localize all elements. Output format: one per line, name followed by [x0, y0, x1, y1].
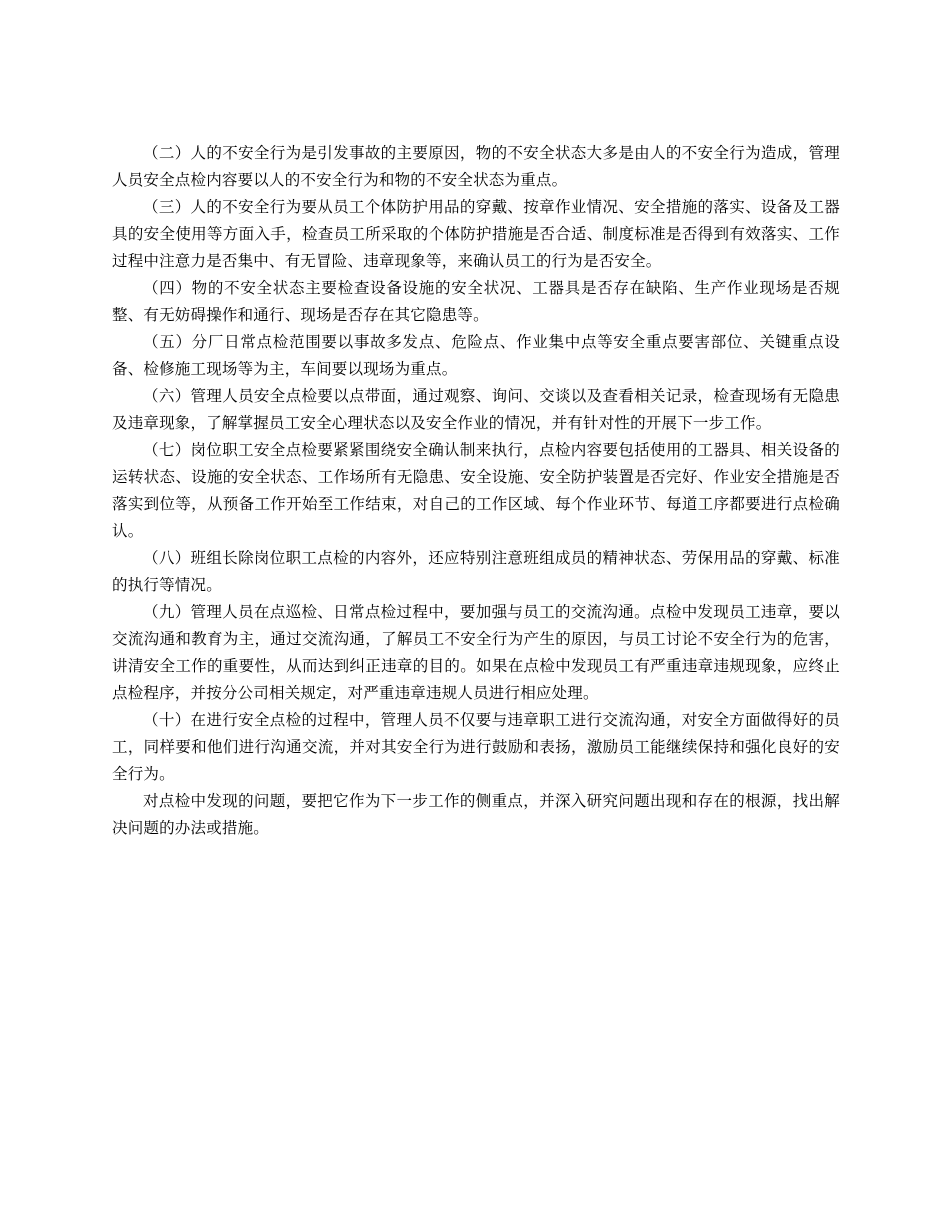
document-page: [112, 140, 840, 842]
paragraph-3: （三）人的不安全行为要从员工个体防护用品的穿戴、按章作业情况、安全措施的落实、设备及工器具的安全使用等方面入手，检查员工所采取的个体防护措施是否合适、制度标准是否得到有效落实、工作过程中注意力是否集中、有无冒险、违章现象等，来确认员工的行为是否安全。: [112, 198, 840, 270]
paragraph-2: （二）人的不安全行为是引发事故的主要原因，物的不安全状态大多是由人的不安全行为造成，管理人员安全点检内容要以人的不安全行为和物的不安全状态为重点。: [112, 144, 840, 189]
paragraph-conclusion: 对点检中发现的问题，要把它作为下一步工作的侧重点，并深入研究问题出现和存在的根源，找出解决问题的办法或措施。: [112, 792, 840, 837]
paragraph-7: （七）岗位职工安全点检要紧紧围绕安全确认制来执行，点检内容要包括使用的工器具、相关设备的运转状态、设施的安全状态、工作场所有无隐患、安全设施、安全防护装置是否完好、作业安全措施是否落实到位等，从预备工作开始至工作结束，对自己的工作区域、每个作业环节、每道工序都要进行点检确认。: [112, 441, 840, 540]
paragraph-6: （六）管理人员安全点检要以点带面，通过观察、询问、交谈以及查看相关记录，检查现场有无隐患及违章现象，了解掌握员工安全心理状态以及安全作业的情况，并有针对性的开展下一步工作。: [112, 387, 840, 432]
paragraph-10: （十）在进行安全点检的过程中，管理人员不仅要与违章职工进行交流沟通，对安全方面做得好的员工，同样要和他们进行沟通交流，并对其安全行为进行鼓励和表扬，激励员工能继续保持和强化良好的安全行为。: [112, 711, 840, 783]
paragraph-5: （五）分厂日常点检范围要以事故多发点、危险点、作业集中点等安全重点要害部位、关键重点设备、检修施工现场等为主，车间要以现场为重点。: [112, 333, 840, 378]
paragraph-8: （八）班组长除岗位职工点检的内容外，还应特别注意班组成员的精神状态、劳保用品的穿戴、标准的执行等情况。: [112, 549, 840, 594]
paragraph-9: （九）管理人员在点巡检、日常点检过程中，要加强与员工的交流沟通。点检中发现员工违章，要以交流沟通和教育为主，通过交流沟通，了解员工不安全行为产生的原因，与员工讨论不安全行为的危害，讲清安全工作的重要性，从而达到纠正违章的目的。如果在点检中发现员工有严重违章违规现象，应终止点检程序，并按分公司相关规定，对严重违章违规人员进行相应处理。: [112, 603, 840, 702]
paragraph-4: （四）物的不安全状态主要检查设备设施的安全状况、工器具是否存在缺陷、生产作业现场是否规整、有无妨碍操作和通行、现场是否存在其它隐患等。: [112, 279, 840, 324]
